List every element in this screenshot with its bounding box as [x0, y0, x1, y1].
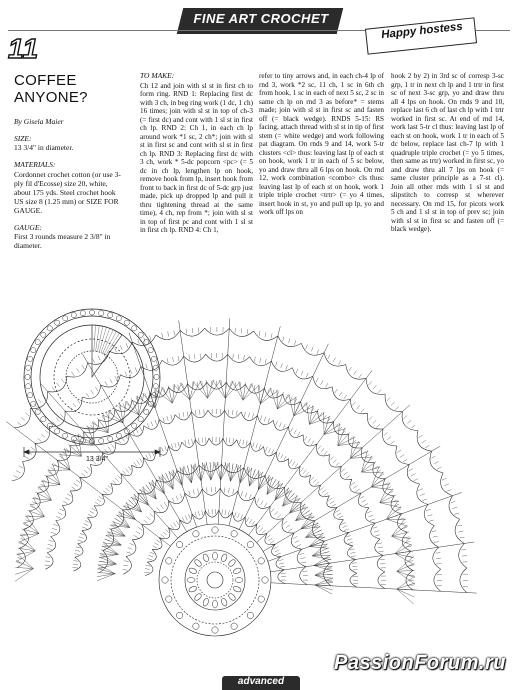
instructions-text-3: hook 2 by 2) in 3rd sc of corresp 3-sc grp, 1 tr in next ch lp and 1 trtr in first sc of next 3-sc grp, yo and draw thru all 4 lps on hook. On rnds 9 and 10, replace last 6 ch of last ch lp with 1 trtr worked in first sc. At end of rnd 14, work last 5-tr cl thus: leaving last lp of each st on hook, work 1 tr in each of 5 dc below, replace last ch-7 lp with 1 quadruple triple crochet (= yo 5 times, then same as trtr) worked in first sc, yo and draw thru all 7 lps on hook (= same cluster principle as a 7-st cl). Join all other rnds with 1 sl st and slipstitch to corresp st wherever necessary. On rnd 15, for picots work 5 ch and 1 sl st in top of prev sc; join with sl st in first sc and fasten off (= black wedge).: [391, 72, 504, 233]
pattern-title: COFFEE ANYONE?: [14, 72, 88, 106]
size-section: [14, 135, 126, 153]
to-make-label: TO MAKE:: [140, 71, 175, 80]
materials-text: Cordonnet crochet cotton (or use 3-ply fil d'Ecosse) size 20, white, about 175 yds. Steel crochet hook US size 8 (1.25 mm) or SIZE FOR GAUGE.: [14, 169, 121, 215]
pattern-byline: By Gisela Maier: [14, 117, 64, 126]
schematic-scallops: [25, 310, 159, 444]
instructions-column-3: [391, 72, 504, 234]
gauge-text: First 3 rounds measure 2 3/8" in diameter.: [14, 232, 111, 250]
chart-cluster-fans: [15, 380, 415, 604]
chart-chain-loops: [12, 328, 467, 592]
materials-section: [14, 161, 126, 215]
chart-rings: [159, 524, 271, 636]
gauge-label: GAUGE:: [14, 222, 42, 232]
instructions-text-2: refer to tiny arrows and, in each ch-4 lp of rnd 3, work *2 sc, 11 ch, 1 sc in 6th ch from hook, 1 sc in each of next 5 sc, 2 sc in same ch lp on rnd 3 as before* = stems made; join with sl st in first sc and fasten off (= black wedge). RNDS 5-15: RS facing, attach thread with sl st in tip of first stem (= white wedge) and work following pat diagram. On rnds 9 and 14, work 5-tr clusters <cl> thus: leaving last lp of each st on hook, work 1 tr in each of 5 sc below, yo and draw thru all 6 lps on hook. On rnd 12, work combination <combo> cls thus: leaving last lp of each st on hook, work 1 triple triple crochet <trtr> (= yo 4 times, insert hook in st, yo and pull up lp, yo and work off lps on: [259, 72, 384, 216]
magazine-title: FINE ART CROCHET: [193, 11, 329, 26]
watermark: PassionForum.ru: [334, 652, 506, 674]
diameter-label: 13 3/4": [86, 456, 108, 463]
size-label: SIZE:: [14, 133, 32, 143]
schematic-section-detail: [92, 325, 120, 355]
doily-schematic: [24, 309, 160, 457]
chart-center-motif: [162, 527, 268, 633]
instructions-column-1: [140, 72, 253, 235]
section-tag: Happy hostess: [380, 20, 464, 42]
gauge-section: [14, 224, 126, 251]
chart-spokes: [6, 318, 476, 593]
instructions-text-1: Ch 12 and join with sl st in first ch to form ring. RND 1: Replacing first dc with 3 ch, in beg ring work (1 dc, 1 ch) 16 times; join with sl st in top of ch-3 (= first dc) and cont with 1 sl st in first ch lp. RND 2: Ch 1, in each ch lp around work *1 sc, 2 ch*; join with sl st in first sc and cont with sl st in first ch lp. RND 3: Replacing first dc with 3 ch, work * 5-dc popcorn <pc> (= 5 dc in ch lp, lengthen lp on hook, remove hook from lp, insert hook from front to back in first dc of 5-dc grp just made, pick up dropped lp and pull it thru tightening thread at the same time), 4 ch, rep from *; join with sl st in top of first pc and cont with 1 sl st in first ch lp. RND 4: Ch 1,: [140, 81, 253, 234]
level-tab-label: advanced: [237, 676, 285, 687]
materials-label: MATERIALS:: [14, 160, 56, 169]
chart-stitch-marks: [14, 327, 469, 587]
pattern-intro-column: [14, 72, 126, 259]
size-text: 13 3/4" in diameter.: [14, 143, 74, 152]
instructions-column-2: [259, 72, 384, 217]
page-number: 11: [8, 33, 40, 64]
